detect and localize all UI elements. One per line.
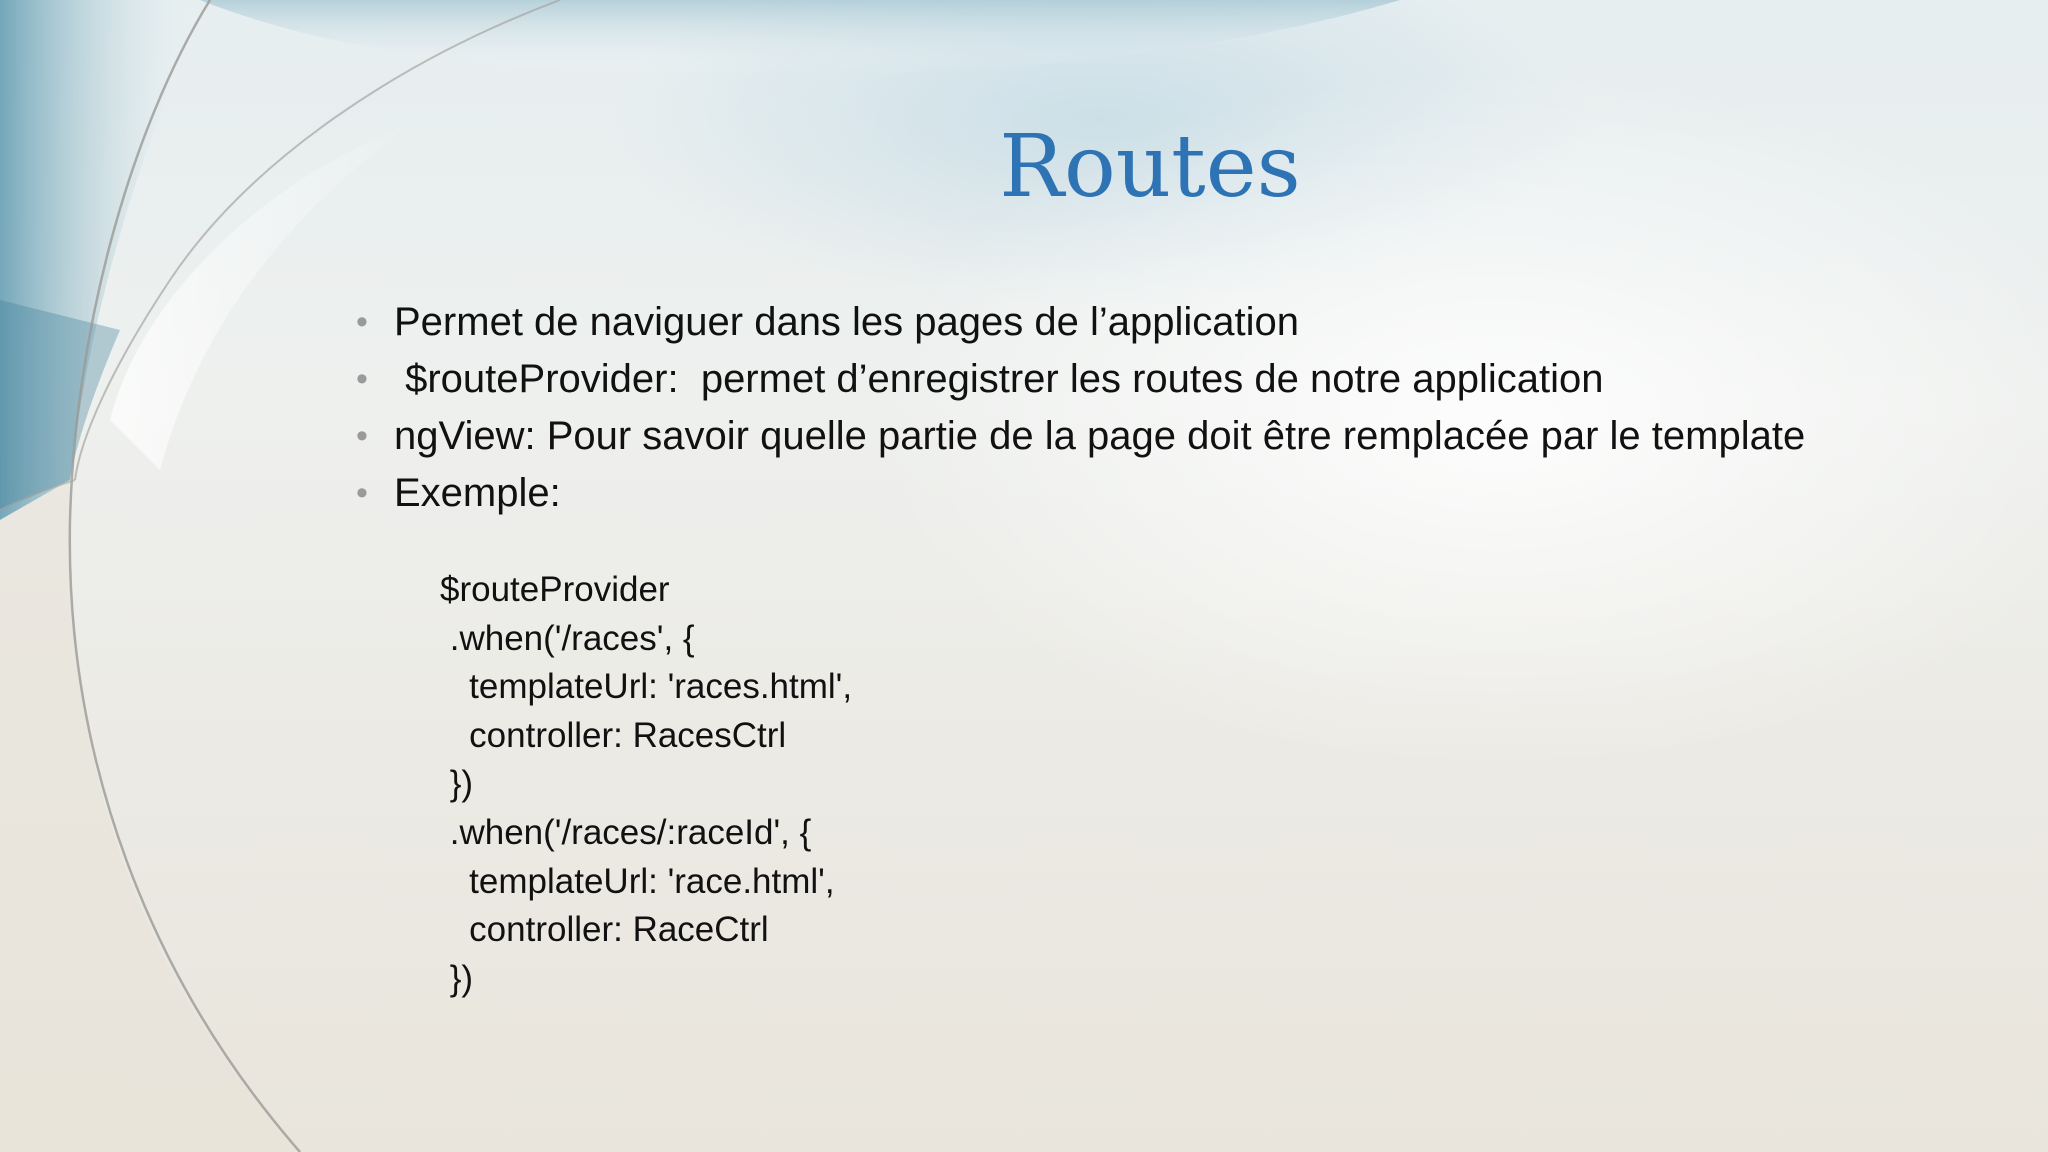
bullet-text: Permet de naviguer dans les pages de l’application — [394, 300, 1300, 344]
code-line: controller: RacesCtrl — [440, 715, 787, 755]
bullet-item — [356, 473, 1816, 513]
bullet-text: Exemple: — [394, 471, 561, 515]
bullet-text: ngView: Pour savoir quelle partie de la page doit être remplacée par le template — [394, 414, 1806, 458]
code-line: .when('/races/:raceId', { — [440, 812, 812, 852]
bullet-icon: • — [356, 474, 368, 512]
bullet-icon: • — [356, 360, 368, 398]
bullet-icon: • — [356, 303, 368, 341]
code-line: }) — [440, 764, 474, 804]
slide-title: Routes — [999, 117, 1301, 217]
code-example — [440, 566, 852, 1003]
code-line: .when('/races', { — [440, 618, 695, 658]
code-line: templateUrl: 'races.html', — [440, 667, 853, 707]
code-line: $routeProvider — [440, 570, 670, 609]
code-line: templateUrl: 'race.html', — [440, 861, 835, 901]
bullet-text: $routeProvider: permet d’enregistrer les routes de notre application — [394, 357, 1604, 401]
bullet-list — [356, 302, 1816, 530]
bullet-item — [356, 416, 1816, 456]
code-line: }) — [440, 958, 474, 998]
code-line: controller: RaceCtrl — [440, 910, 769, 950]
bullet-icon: • — [356, 417, 368, 455]
bullet-item — [356, 302, 1816, 342]
bullet-item — [356, 359, 1816, 399]
